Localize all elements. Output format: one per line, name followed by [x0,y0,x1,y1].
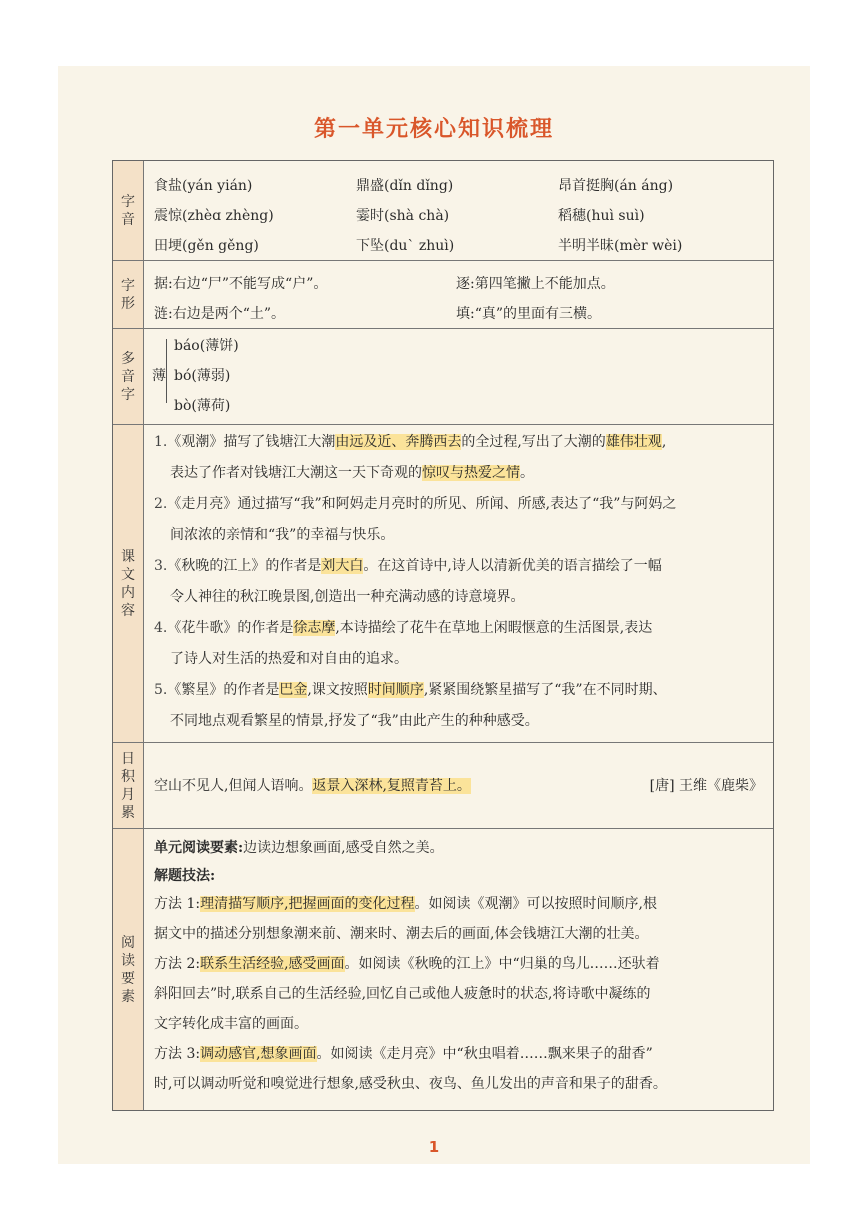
reading-tips-label: 解题技法: [154,868,216,884]
content-line: 令人神往的秋江晚景图,创造出一种充满动感的诗意境界。 [170,589,525,605]
pronunciation-item: 半明半昧(mèr wèi) [558,238,683,254]
row-content [113,425,773,743]
row-header-accumulate: 日积月累 [113,743,144,828]
pronunciation-item: 震惊(zhèɑ zhèng) [154,208,274,224]
row-header-pronunciation: 字音 [113,161,144,260]
page-number: 1 [428,1138,440,1156]
content-line: 3.《秋晚的江上》的作者是刘大白。在这首诗中,诗人以清新优美的语言描绘了一幅 [154,558,662,574]
glyph-item: 逐:第四笔撇上不能加点。 [456,276,615,292]
reading-line: 时,可以调动听觉和嗅觉进行想象,感受秋虫、夜鸟、鱼儿发出的声音和果子的甜香。 [154,1076,667,1092]
reading-line: 方法 3:调动感官,想象画面。如阅读《走月亮》中“秋虫唱着……飘来果子的甜香” [154,1046,653,1062]
page-title: 第一单元核心知识梳理 [313,117,554,142]
row-header-glyph: 字形 [113,261,144,328]
row-reading [113,829,773,1110]
reading-line: 方法 1:理清描写顺序,把握画面的变化过程。如阅读《观潮》可以按照时间顺序,根 [154,896,657,912]
reading-line: 文字转化成丰富的画面。 [154,1016,308,1032]
row-header-polyphone: 多音字 [113,329,144,424]
polyphone-reading: bò(薄荷) [174,398,231,414]
glyph-item: 涟:右边是两个“土”。 [154,306,286,322]
content-cell [144,425,773,742]
polyphone-brace [166,339,172,403]
pronunciation-item: 昂首挺胸(án áng) [558,178,674,194]
content-line: 4.《花牛歌》的作者是徐志摩,本诗描绘了花牛在草地上闲暇惬意的生活图景,表达 [154,620,653,636]
pronunciation-item: 田埂(gěn gěng) [154,238,259,254]
content-line: 2.《走月亮》通过描写“我”和阿妈走月亮时的所见、所闻、所感,表达了“我”与阿妈之 [154,496,677,512]
polyphone-reading: bó(薄弱) [174,368,231,384]
polyphone-cell [144,329,773,424]
pronunciation-item: 下坠(duˋ zhuì) [356,238,455,254]
content-line: 了诗人对生活的热爱和对自由的追求。 [170,651,408,667]
content-line: 5.《繁星》的作者是巴金,课文按照时间顺序,紧紧围绕繁星描写了“我”在不同时期、 [154,682,667,698]
reading-line: 斜阳回去”时,联系自己的生活经验,回忆自己或他人疲惫时的状态,将诗歌中凝练的 [154,986,651,1002]
pronunciation-cell [144,161,773,260]
pronunciation-item: 霎时(shà chà) [356,208,450,224]
content-line: 1.《观潮》描写了钱塘江大潮由远及近、奔腾西去的全过程,写出了大潮的雄伟壮观, [154,434,667,450]
reading-line: 方法 2:联系生活经验,感受画面。如阅读《秋晚的江上》中“归巢的鸟儿……还驮着 [154,956,660,972]
pronunciation-item: 鼎盛(dǐn dǐng) [356,178,454,194]
polyphone-reading: báo(薄饼) [174,338,239,354]
poem-line: 空山不见人,但闻人语响。返景入深林,复照青苔上。 [154,778,471,794]
pronunciation-item: 稻穗(huì suì) [558,208,645,224]
row-header-content: 课文内容 [113,425,144,742]
polyphone-char: 薄 [152,368,166,384]
row-accumulate [113,743,773,829]
glyph-item: 填:“真”的里面有三横。 [456,306,602,322]
pronunciation-item: 食盐(yán yián) [154,178,253,194]
reading-line: 据文中的描述分别想象潮来前、潮来时、潮去后的画面,体会钱塘江大潮的壮美。 [154,926,649,942]
row-header-reading: 阅读要素 [113,829,144,1110]
poem-source: [唐] 王维《鹿柴》 [649,778,763,794]
reading-key: 单元阅读要素:边读边想象画面,感受自然之美。 [154,840,444,856]
accumulate-cell [144,743,773,828]
content-line: 表达了作者对钱塘江大潮这一天下奇观的惊叹与热爱之情。 [170,465,534,481]
row-pronunciation [113,161,773,261]
glyph-item: 据:右边“尸”不能写成“户”。 [154,276,328,292]
knowledge-table [112,160,774,1111]
reading-cell [144,829,773,1110]
row-glyph [113,261,773,329]
glyph-cell [144,261,773,328]
content-line: 间浓浓的亲情和“我”的幸福与快乐。 [170,527,395,543]
row-polyphone [113,329,773,425]
content-line: 不同地点观看繁星的情景,抒发了“我”由此产生的种种感受。 [170,713,539,729]
